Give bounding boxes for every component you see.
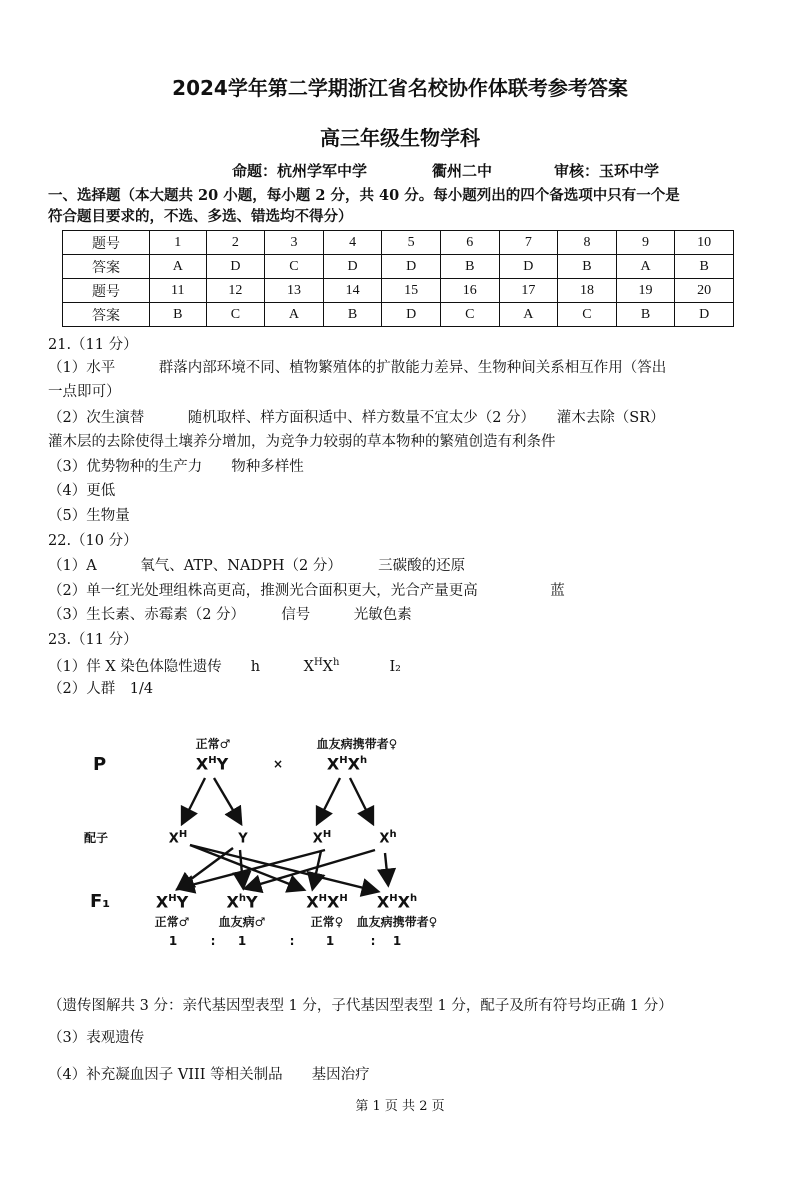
arrow	[318, 778, 340, 822]
table-cell: 14	[323, 279, 382, 303]
q23-heading: 23.（11 分）	[48, 632, 138, 648]
arrow	[240, 850, 243, 886]
q21-5: （5）生物量	[48, 508, 130, 524]
table-cell: 9	[616, 231, 675, 255]
table-cell: B	[440, 255, 499, 279]
table-cell: C	[206, 303, 265, 327]
f1-label: F₁	[90, 891, 111, 912]
q23-2: （2）人群 1/4	[48, 681, 154, 697]
table-cell: A	[499, 303, 558, 327]
table-cell: 8	[558, 231, 617, 255]
table-cell: B	[675, 255, 734, 279]
table-cell: A	[616, 255, 675, 279]
q21-2: （2）次生演替 随机取样、样方面积适中、样方数量不宜太少（2 分） 灌木去除（SR）	[48, 410, 665, 426]
offspring-genotype: $X^HX^h$	[376, 892, 418, 912]
table-cell: 6	[440, 231, 499, 255]
q21-4: （4）更低	[48, 483, 116, 499]
row-header: 答案	[63, 255, 150, 279]
table-cell: A	[150, 255, 207, 279]
sup: H	[322, 829, 332, 840]
g: X	[347, 754, 360, 774]
setter-2: 衢州二中	[432, 162, 493, 180]
offspring-phenotype: 血友病♂	[218, 915, 266, 929]
g: X	[379, 831, 390, 847]
gamete	[169, 830, 187, 845]
father-phenotype: 正常♂	[195, 737, 231, 751]
q23-1-end: I₂	[389, 658, 401, 675]
table-cell: 20	[675, 279, 734, 303]
table-cell: A	[265, 303, 324, 327]
table-cell: B	[323, 303, 382, 327]
sup: H	[208, 755, 217, 766]
table-cell: D	[382, 303, 441, 327]
g: X	[168, 831, 179, 847]
q22-3: （3）生长素、赤霉素（2 分） 信号 光敏色素	[48, 607, 412, 623]
mother-phenotype: 血友病携带者♀	[316, 737, 398, 751]
q23-1-text: （1）伴 X 染色体隐性遗传 h X	[48, 658, 314, 675]
father-genotype	[196, 756, 228, 772]
scoring-note: （遗传图解共 3 分：亲代基因型表型 1 分，子代基因型表型 1 分，配子及所有符号均正确 1 分）	[48, 998, 673, 1014]
table-cell: D	[499, 255, 558, 279]
arrow	[385, 853, 388, 883]
q21-1-cont: 一点即可）	[48, 384, 121, 400]
table-cell: 3	[265, 231, 324, 255]
table-cell: D	[382, 255, 441, 279]
sup: h	[389, 829, 397, 840]
table-cell: C	[265, 255, 324, 279]
ratio-item: :	[289, 934, 295, 948]
arrow	[183, 778, 205, 822]
q23-4: （4）补充凝血因子 VIII 等相关制品 基因治疗	[48, 1067, 370, 1083]
cross-symbol: ×	[272, 757, 284, 771]
sup: H	[313, 657, 323, 668]
q23-1-x: X	[322, 658, 333, 675]
arrow	[190, 845, 376, 891]
section-1-instructions-cont: 符合题目要求的，不选、多选、错选均不得分）	[48, 208, 353, 225]
sup: h	[333, 657, 340, 668]
table-cell: C	[558, 303, 617, 327]
table-cell: 19	[616, 279, 675, 303]
table-cell: B	[558, 255, 617, 279]
ratio-item: 1	[237, 934, 247, 948]
mother-genotype	[327, 756, 367, 772]
gamete	[379, 830, 396, 845]
q21-2-cont: 灌木层的去除使得土壤养分增加，为竞争力较弱的草本物种的繁殖创造有利条件	[48, 434, 556, 450]
g: X	[195, 754, 209, 774]
reviewer: 审核：玉环中学	[554, 162, 660, 180]
offspring-phenotype: 正常♂	[154, 915, 190, 929]
table-cell: 12	[206, 279, 265, 303]
p-label: P	[93, 754, 107, 775]
offspring-genotype: $X^HY$	[155, 892, 189, 912]
offspring-genotype: $X^hY$	[226, 892, 258, 912]
table-cell: 1	[150, 231, 207, 255]
q21-heading: 21.（11 分）	[48, 337, 138, 353]
ratio-item: 1	[392, 934, 402, 948]
table-cell: 4	[323, 231, 382, 255]
g: Y	[238, 831, 248, 847]
table-cell: 2	[206, 231, 265, 255]
table-cell: 10	[675, 231, 734, 255]
sup: H	[339, 755, 348, 766]
document-subtitle: 高三年级生物学科	[320, 126, 480, 150]
table-cell: B	[150, 303, 207, 327]
q21-1: （1）水平 群落内部环境不同、植物繁殖体的扩散能力差异、生物种间关系相互作用（答出	[48, 360, 667, 376]
arrow	[247, 850, 375, 888]
table-cell: C	[440, 303, 499, 327]
table-cell: 11	[150, 279, 207, 303]
table-cell: 15	[382, 279, 441, 303]
g: X	[312, 831, 323, 847]
gamete-label: 配子	[84, 831, 109, 845]
q22-2: （2）单一红光处理组株高更高，推测光合面积更大，光合产量更高 蓝	[48, 583, 565, 599]
table-cell: 5	[382, 231, 441, 255]
table-cell: 17	[499, 279, 558, 303]
table-cell: D	[675, 303, 734, 327]
table-cell: 18	[558, 279, 617, 303]
ratio-item: :	[210, 934, 216, 948]
sup: H	[178, 829, 188, 840]
q22-1: （1）A 氧气、ATP、NADPH（2 分） 三碳酸的还原	[48, 558, 466, 574]
ratio-item: 1	[325, 934, 335, 948]
g: X	[326, 754, 340, 774]
table-cell: 16	[440, 279, 499, 303]
section-1-instructions: 一、选择题（本大题共 20 小题，每小题 2 分，共 40 分。每小题列出的四个备选项中只有一个是	[48, 187, 680, 204]
sup: h	[359, 755, 368, 766]
q23-3: （3）表观遗传	[48, 1030, 145, 1046]
row-header: 答案	[63, 303, 150, 327]
table-cell: D	[323, 255, 382, 279]
ratio-item: 1	[168, 934, 178, 948]
table-cell: 7	[499, 231, 558, 255]
row-header: 题号	[63, 231, 150, 255]
gamete	[238, 830, 247, 845]
q22-heading: 22.（10 分）	[48, 533, 138, 549]
page-footer: 第 1 页 共 2 页	[355, 1099, 445, 1114]
gamete	[313, 830, 331, 845]
offspring-genotype: $X^HX^H$	[306, 892, 348, 912]
arrow	[180, 850, 325, 888]
table-cell: D	[206, 255, 265, 279]
document-title: 2024学年第二学期浙江省名校协作体联考参考答案	[172, 76, 628, 100]
table-cell: B	[616, 303, 675, 327]
arrow	[350, 778, 372, 822]
g: Y	[216, 754, 229, 774]
offspring-phenotype: 血友病携带者♀	[356, 915, 438, 929]
offspring-phenotype: 正常♀	[310, 915, 344, 929]
ratio-item: :	[370, 934, 376, 948]
q21-3: （3）优势物种的生产力 物种多样性	[48, 459, 304, 475]
row-header: 题号	[63, 279, 150, 303]
arrow	[214, 778, 240, 822]
table-cell: 13	[265, 279, 324, 303]
setter: 命题：杭州学军中学	[232, 162, 368, 180]
